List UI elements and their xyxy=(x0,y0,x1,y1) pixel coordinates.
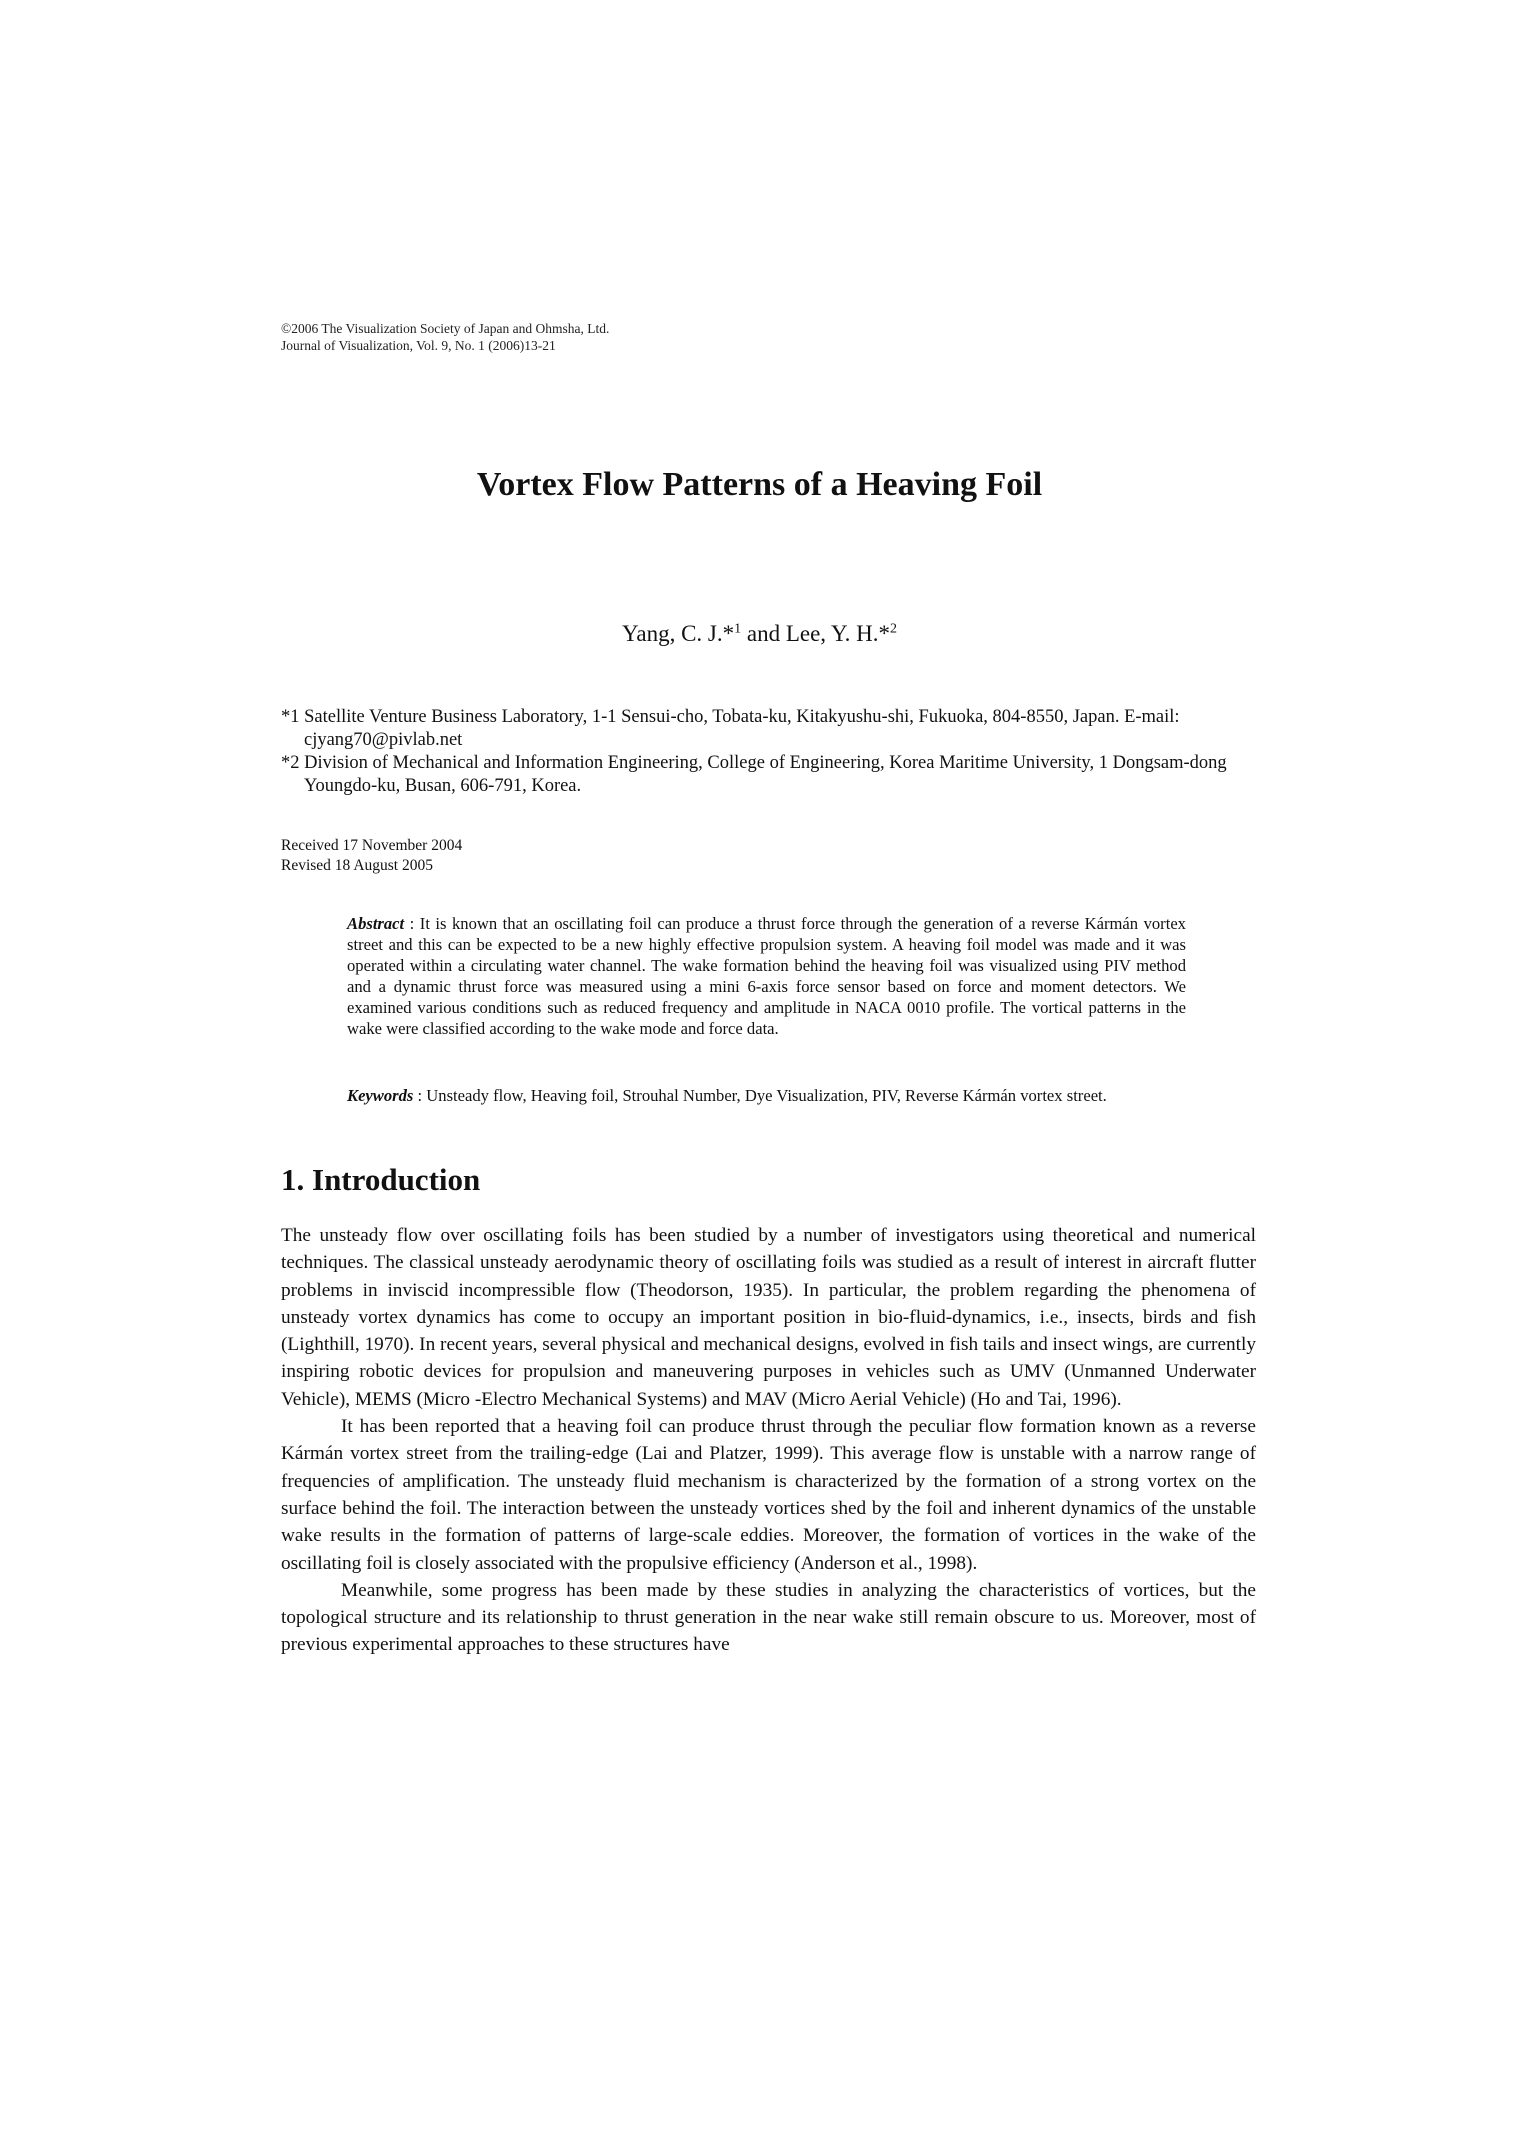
author-conjunction: and xyxy=(741,621,786,646)
affiliation-2: *2 Division of Mechanical and Information Engineering, College of Engineering, Korea Maritime University, 1 Dongsam-dong Youngdo-ku, Busan, 606-791, Korea. xyxy=(281,753,1227,796)
received-date: Received 17 November 2004 xyxy=(281,837,463,854)
abstract xyxy=(347,913,1186,1039)
author-2-mark: 2 xyxy=(889,621,897,637)
journal-header xyxy=(281,320,609,354)
abstract-label: Abstract xyxy=(347,914,405,933)
paper-title: Vortex Flow Patterns of a Heaving Foil xyxy=(476,466,1043,503)
body-text xyxy=(281,1222,1256,1659)
affiliation-1: *1 Satellite Venture Business Laboratory, 1-1 Sensui-cho, Tobata-ku, Kitakyushu-shi, Fukuoka, 804-8550, Japan. E-mail: cjyang70@pivlab.net xyxy=(281,707,1180,750)
copyright-line: ©2006 The Visualization Society of Japan and Ohmsha, Ltd. xyxy=(281,321,610,336)
paragraph-3: Meanwhile, some progress has been made by these studies in analyzing the characteristics of vortices, but the topological structure and its relationship to thrust generation in the near wake still remain obscure to us. Moreover, most of previous experimental approaches to these structures have xyxy=(281,1579,1256,1656)
keywords-text: Unsteady flow, Heaving foil, Strouhal Number, Dye Visualization, PIV, Reverse Kármán vortex street. xyxy=(426,1086,1107,1105)
revised-date: Revised 18 August 2005 xyxy=(281,857,433,874)
paragraph-2: It has been reported that a heaving foil can produce thrust through the peculiar flow formation known as a reverse Kármán vortex street from the trailing-edge (Lai and Platzer, 1999). This average flow is unstable with a narrow range of frequencies of amplification. The unsteady fluid mechanism is characterized by the formation of a strong vortex on the surface behind the foil. The interaction between the unsteady vortices shed by the foil and inherent dynamics of the unstable wake results in the formation of patterns of large-scale eddies. Moreover, the formation of vortices in the wake of the oscillating foil is closely associated with the propulsive efficiency (Anderson et al., 1998). xyxy=(281,1416,1256,1574)
keywords-separator: : xyxy=(413,1086,427,1105)
author-1-mark: 1 xyxy=(734,621,742,637)
author-1: Yang, C. J.* xyxy=(622,621,735,646)
abstract-separator: : xyxy=(404,914,420,933)
paragraph-1: The unsteady flow over oscillating foils has been studied by a number of investigators using theoretical and numerical techniques. The classical unsteady aerodynamic theory of oscillating foils was studied as a result of interest in aircraft flutter problems in inviscid incompressible flow (Theodorson, 1935). In particular, the problem regarding the phenomena of unsteady vortex dynamics has come to occupy an important position in bio-fluid-dynamics, i.e., insects, birds and fish (Lighthill, 1970). In recent years, several physical and mechanical designs, evolved in fish tails and insect wings, are currently inspiring robotic devices for propulsion and maneuvering purposes in vehicles such as UMV (Unmanned Underwater Vehicle), MEMS (Micro -Electro Mechanical Systems) and MAV (Micro Aerial Vehicle) (Ho and Tai, 1996). xyxy=(281,1225,1257,1410)
keywords-label: Keywords xyxy=(347,1086,414,1105)
affiliations xyxy=(281,706,1256,798)
author-2: Lee, Y. H.* xyxy=(785,621,890,646)
keywords xyxy=(347,1085,1186,1106)
section-heading: 1. Introduction xyxy=(281,1162,481,1197)
abstract-text: It is known that an oscillating foil can produce a thrust force through the generation of a reverse Kármán vortex street and this can be expected to be a new highly effective propulsion system. A heaving foil model was made and it was operated within a circulating water channel. The wake formation behind the heaving foil was visualized using PIV method and a dynamic thrust force was measured using a mini 6-axis force sensor based on force and moment detectors. We examined various conditions such as reduced frequency and amplitude in NACA 0010 profile. The vortical patterns in the wake were classified according to the wake mode and force data. xyxy=(347,914,1186,1038)
dates xyxy=(281,836,462,876)
author-line xyxy=(0,621,1519,647)
journal-citation: Journal of Visualization, Vol. 9, No. 1 (2006)13-21 xyxy=(281,338,556,353)
